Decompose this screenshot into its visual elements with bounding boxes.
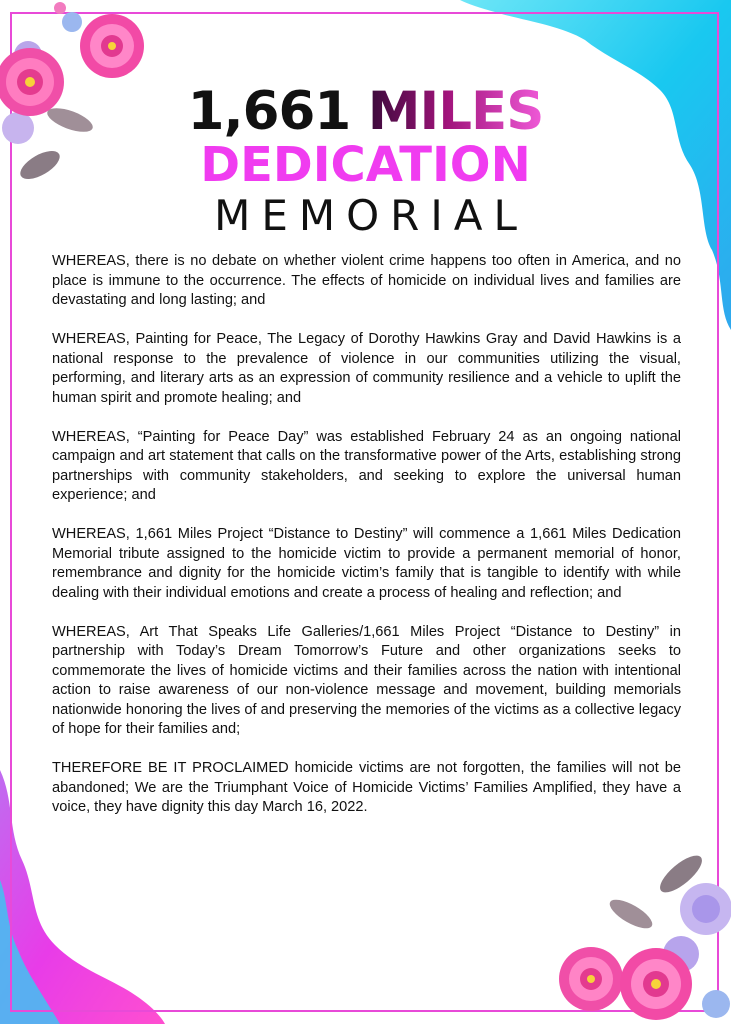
paragraph: WHEREAS, “Painting for Peace Day” was established February 24 as an ongoing national campaign and art statement that calls on the transformative power of the Arts, establishing strong partnerships with community stakeholders, and seeking to explore the universal human experience; and [52,428,681,503]
title-line-3: MEMORIAL [214,191,528,240]
title-line-2: DEDICATION [200,137,531,193]
title-word: MILES [367,81,544,142]
paragraph: THEREFORE BE IT PROCLAIMED homicide victims are not forgotten, the families will not be abandoned; We are the Triumphant Voice of Homicide Victims’ Families Amplified, they have a voice, they have dignity this day March 16, 2022. [52,760,681,815]
title-line-1 [0,82,731,142]
paragraph: WHEREAS, there is no debate on whether violent crime happens too often in America, and no place is immune to the occurrence. The effects of homicide on individual lives and families are devastating and long lasting; and [52,253,681,308]
paragraph: WHEREAS, Painting for Peace, The Legacy of Dorothy Hawkins Gray and David Hawkins is a national response to the prevalence of violence in our communities utilizing the visual, performing, and literary arts as an expression of community resilience and a vehicle to uplift the human spirit and promote healing; and [52,331,681,406]
paragraph: WHEREAS, Art That Speaks Life Galleries/1,661 Miles Project “Distance to Destiny” in partnership with Today’s Dream Tomorrow’s Future and other organizations seeks to commemorate the lives of homicide victims and their families across the nation with intentional action to raise awareness of our non-violence message and movement, building memorials nationwide honoring the lives of and preserving the memories of the victims as a collective legacy of hope for their families and; [52,623,681,737]
proclamation-body [52,252,681,837]
title-number: 1,661 [187,81,351,142]
paragraph: WHEREAS, 1,661 Miles Project “Distance to Destiny” will commence a 1,661 Miles Dedication Memorial tribute assigned to the homicide victim to provide a permanent memorial of honor, remembrance and dignity for the homicide victim’s family that is tangible to identify with while dealing with their individual emotions and create a process of healing and reflection; and [52,526,681,601]
flower-cluster-bottom-right-icon [531,844,731,1024]
title-block [0,82,731,240]
